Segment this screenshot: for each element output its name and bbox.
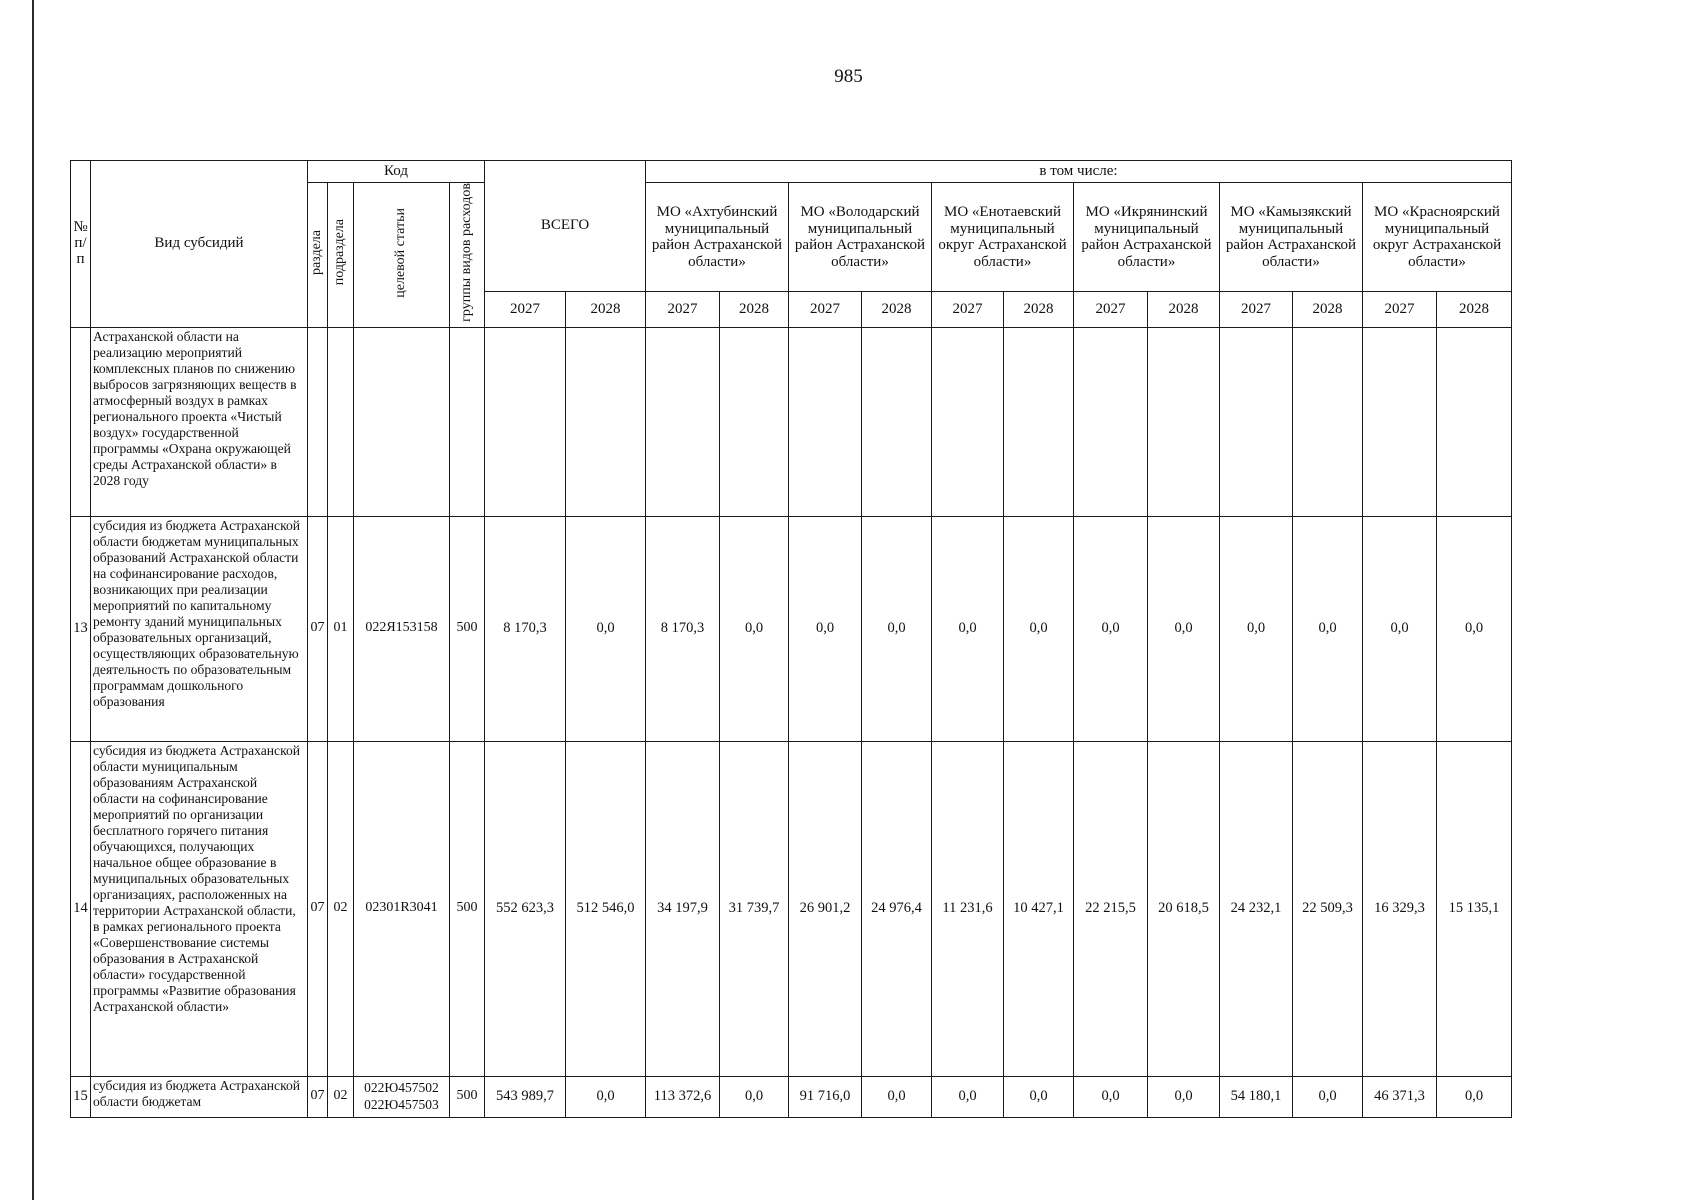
- value-cell: [932, 327, 1004, 516]
- header-year: 2028: [862, 292, 932, 327]
- vsego-2028: 512 546,0: [566, 741, 646, 1076]
- podrazdel-code: 02: [328, 741, 354, 1076]
- table-row: [71, 327, 1512, 516]
- header-kod: Код: [308, 161, 485, 183]
- header-gruppy-vidov-raskhodov: группы видов расходов: [450, 183, 485, 328]
- vsego-2027: 8 170,3: [485, 516, 566, 741]
- value-cell: [720, 327, 789, 516]
- value-cell: 0,0: [1148, 516, 1220, 741]
- tselevaya-statya-code-line: 022Ю457503: [364, 1096, 439, 1112]
- row-number: 14: [71, 741, 91, 1076]
- vsego-2027: [485, 327, 566, 516]
- value-cell: [789, 327, 862, 516]
- value-cell: 8 170,3: [646, 516, 720, 741]
- tselevaya-statya-code: 022Я153158: [354, 516, 450, 741]
- value-cell: 15 135,1: [1437, 741, 1512, 1076]
- page-edge-line: [32, 0, 34, 1200]
- header-year: 2027: [485, 292, 566, 327]
- header-year: 2028: [1148, 292, 1220, 327]
- value-cell: 24 976,4: [862, 741, 932, 1076]
- value-cell: 0,0: [1220, 516, 1293, 741]
- value-cell: 0,0: [1074, 1076, 1148, 1117]
- value-cell: [862, 327, 932, 516]
- value-cell: 16 329,3: [1363, 741, 1437, 1076]
- header-podrazdela: подраздела: [328, 183, 354, 328]
- value-cell: 0,0: [1293, 1076, 1363, 1117]
- gruppa-code: 500: [450, 741, 485, 1076]
- value-cell: 0,0: [1004, 1076, 1074, 1117]
- value-cell: 0,0: [1074, 516, 1148, 741]
- podrazdel-code: [328, 327, 354, 516]
- value-cell: 0,0: [1437, 1076, 1512, 1117]
- value-cell: [646, 327, 720, 516]
- value-cell: 0,0: [720, 516, 789, 741]
- gruppa-code: 500: [450, 516, 485, 741]
- subsidy-name: субсидия из бюджета Астраханской области муниципальным образованиям Астраханской области на софинансирование мероприятий по организации бесплатного горячего питания обучающихся, получающих начальное общее образование в муниципальных образовательных организациях, расположенных на территории Астраханской области, в рамках регионального проекта «Совершенствование системы образования в Астраханской области» государственной программы «Развитие образования Астраханской области»: [91, 741, 308, 1076]
- header-year: 2027: [932, 292, 1004, 327]
- value-cell: 11 231,6: [932, 741, 1004, 1076]
- header-num: № п/п: [71, 161, 91, 328]
- header-mo-akhtubinsky: МО «Ахтубинский муниципальный район Астраханской области»: [646, 183, 789, 292]
- table-row: [71, 516, 1512, 741]
- vsego-2027: 543 989,7: [485, 1076, 566, 1117]
- header-mo-ikryaninsky: МО «Икрянинский муниципальный район Астраханской области»: [1074, 183, 1220, 292]
- value-cell: 0,0: [789, 516, 862, 741]
- value-cell: 91 716,0: [789, 1076, 862, 1117]
- header-year: 2027: [1220, 292, 1293, 327]
- value-cell: 0,0: [1437, 516, 1512, 741]
- value-cell: 0,0: [862, 1076, 932, 1117]
- tselevaya-statya-code-line: 022Ю457502: [364, 1079, 439, 1095]
- value-cell: 0,0: [932, 1076, 1004, 1117]
- gruppa-code: [450, 327, 485, 516]
- tselevaya-statya-code: 02301R3041: [354, 741, 450, 1076]
- header-mo-enotaevsky: МО «Енотаевский муниципальный округ Астраханской области»: [932, 183, 1074, 292]
- table-row: [71, 741, 1512, 1076]
- value-cell: 0,0: [932, 516, 1004, 741]
- vsego-2028: 0,0: [566, 1076, 646, 1117]
- subsidies-table: [70, 160, 1512, 1118]
- header-v-tom-chisle: в том числе:: [646, 161, 1512, 183]
- value-cell: [1437, 327, 1512, 516]
- value-cell: 113 372,6: [646, 1076, 720, 1117]
- vsego-2028: [566, 327, 646, 516]
- value-cell: [1363, 327, 1437, 516]
- subsidy-name: субсидия из бюджета Астраханской области бюджетам муниципальных образований Астраханской области на софинансирование расходов, возникающих при реализации мероприятий по капитальному ремонту зданий муниципальных образовательных организаций, осуществляющих образовательную деятельность по образовательным программам дошкольного образования: [91, 516, 308, 741]
- row-number: 15: [71, 1076, 91, 1117]
- value-cell: 54 180,1: [1220, 1076, 1293, 1117]
- table-row: [71, 1076, 1512, 1117]
- value-cell: 22 215,5: [1074, 741, 1148, 1076]
- header-mo-krasnoyarsky: МО «Красноярский муниципальный округ Астраханской области»: [1363, 183, 1512, 292]
- value-cell: 0,0: [1004, 516, 1074, 741]
- header-year: 2028: [1437, 292, 1512, 327]
- row-number: 13: [71, 516, 91, 741]
- header-year: 2027: [1074, 292, 1148, 327]
- subsidy-name: Астраханской области на реализацию мероприятий комплексных планов по снижению выбросов загрязняющих веществ в атмосферный воздух в рамках регионального проекта «Чистый воздух» государственной программы «Охрана окружающей среды Астраханской области» в 2028 году: [91, 327, 308, 516]
- value-cell: [1148, 327, 1220, 516]
- header-year: 2028: [1004, 292, 1074, 327]
- header-vsego: ВСЕГО: [485, 161, 646, 292]
- value-cell: 22 509,3: [1293, 741, 1363, 1076]
- value-cell: 46 371,3: [1363, 1076, 1437, 1117]
- value-cell: 26 901,2: [789, 741, 862, 1076]
- podrazdel-code: 01: [328, 516, 354, 741]
- subsidy-name: субсидия из бюджета Астраханской области бюджетам: [91, 1076, 308, 1117]
- value-cell: 0,0: [1293, 516, 1363, 741]
- value-cell: [1220, 327, 1293, 516]
- value-cell: [1293, 327, 1363, 516]
- header-tselevoy-stati: целевой статьи: [354, 183, 450, 328]
- razdel-code: 07: [308, 741, 328, 1076]
- vsego-2028: 0,0: [566, 516, 646, 741]
- value-cell: 31 739,7: [720, 741, 789, 1076]
- value-cell: 20 618,5: [1148, 741, 1220, 1076]
- header-year: 2027: [1363, 292, 1437, 327]
- header-razdela: раздела: [308, 183, 328, 328]
- header-year: 2028: [566, 292, 646, 327]
- gruppa-code: 500: [450, 1076, 485, 1117]
- row-number: [71, 327, 91, 516]
- value-cell: 34 197,9: [646, 741, 720, 1076]
- header-mo-volodarsky: МО «Володарский муниципальный район Астраханской области»: [789, 183, 932, 292]
- value-cell: 0,0: [862, 516, 932, 741]
- header-mo-kamyzyaksky: МО «Камызякский муниципальный район Астраханской области»: [1220, 183, 1363, 292]
- header-vid-subsidiy: Вид субсидий: [91, 161, 308, 328]
- value-cell: 24 232,1: [1220, 741, 1293, 1076]
- value-cell: 0,0: [1363, 516, 1437, 741]
- value-cell: 0,0: [720, 1076, 789, 1117]
- header-year: 2028: [720, 292, 789, 327]
- tselevaya-statya-code: [354, 1076, 450, 1117]
- podrazdel-code: 02: [328, 1076, 354, 1117]
- razdel-code: 07: [308, 516, 328, 741]
- vsego-2027: 552 623,3: [485, 741, 566, 1076]
- header-year: 2027: [789, 292, 862, 327]
- value-cell: 0,0: [1148, 1076, 1220, 1117]
- value-cell: [1004, 327, 1074, 516]
- header-year: 2028: [1293, 292, 1363, 327]
- value-cell: 10 427,1: [1004, 741, 1074, 1076]
- tselevaya-statya-code: [354, 327, 450, 516]
- value-cell: [1074, 327, 1148, 516]
- page-number: 985: [834, 66, 863, 87]
- razdel-code: [308, 327, 328, 516]
- header-year: 2027: [646, 292, 720, 327]
- razdel-code: 07: [308, 1076, 328, 1117]
